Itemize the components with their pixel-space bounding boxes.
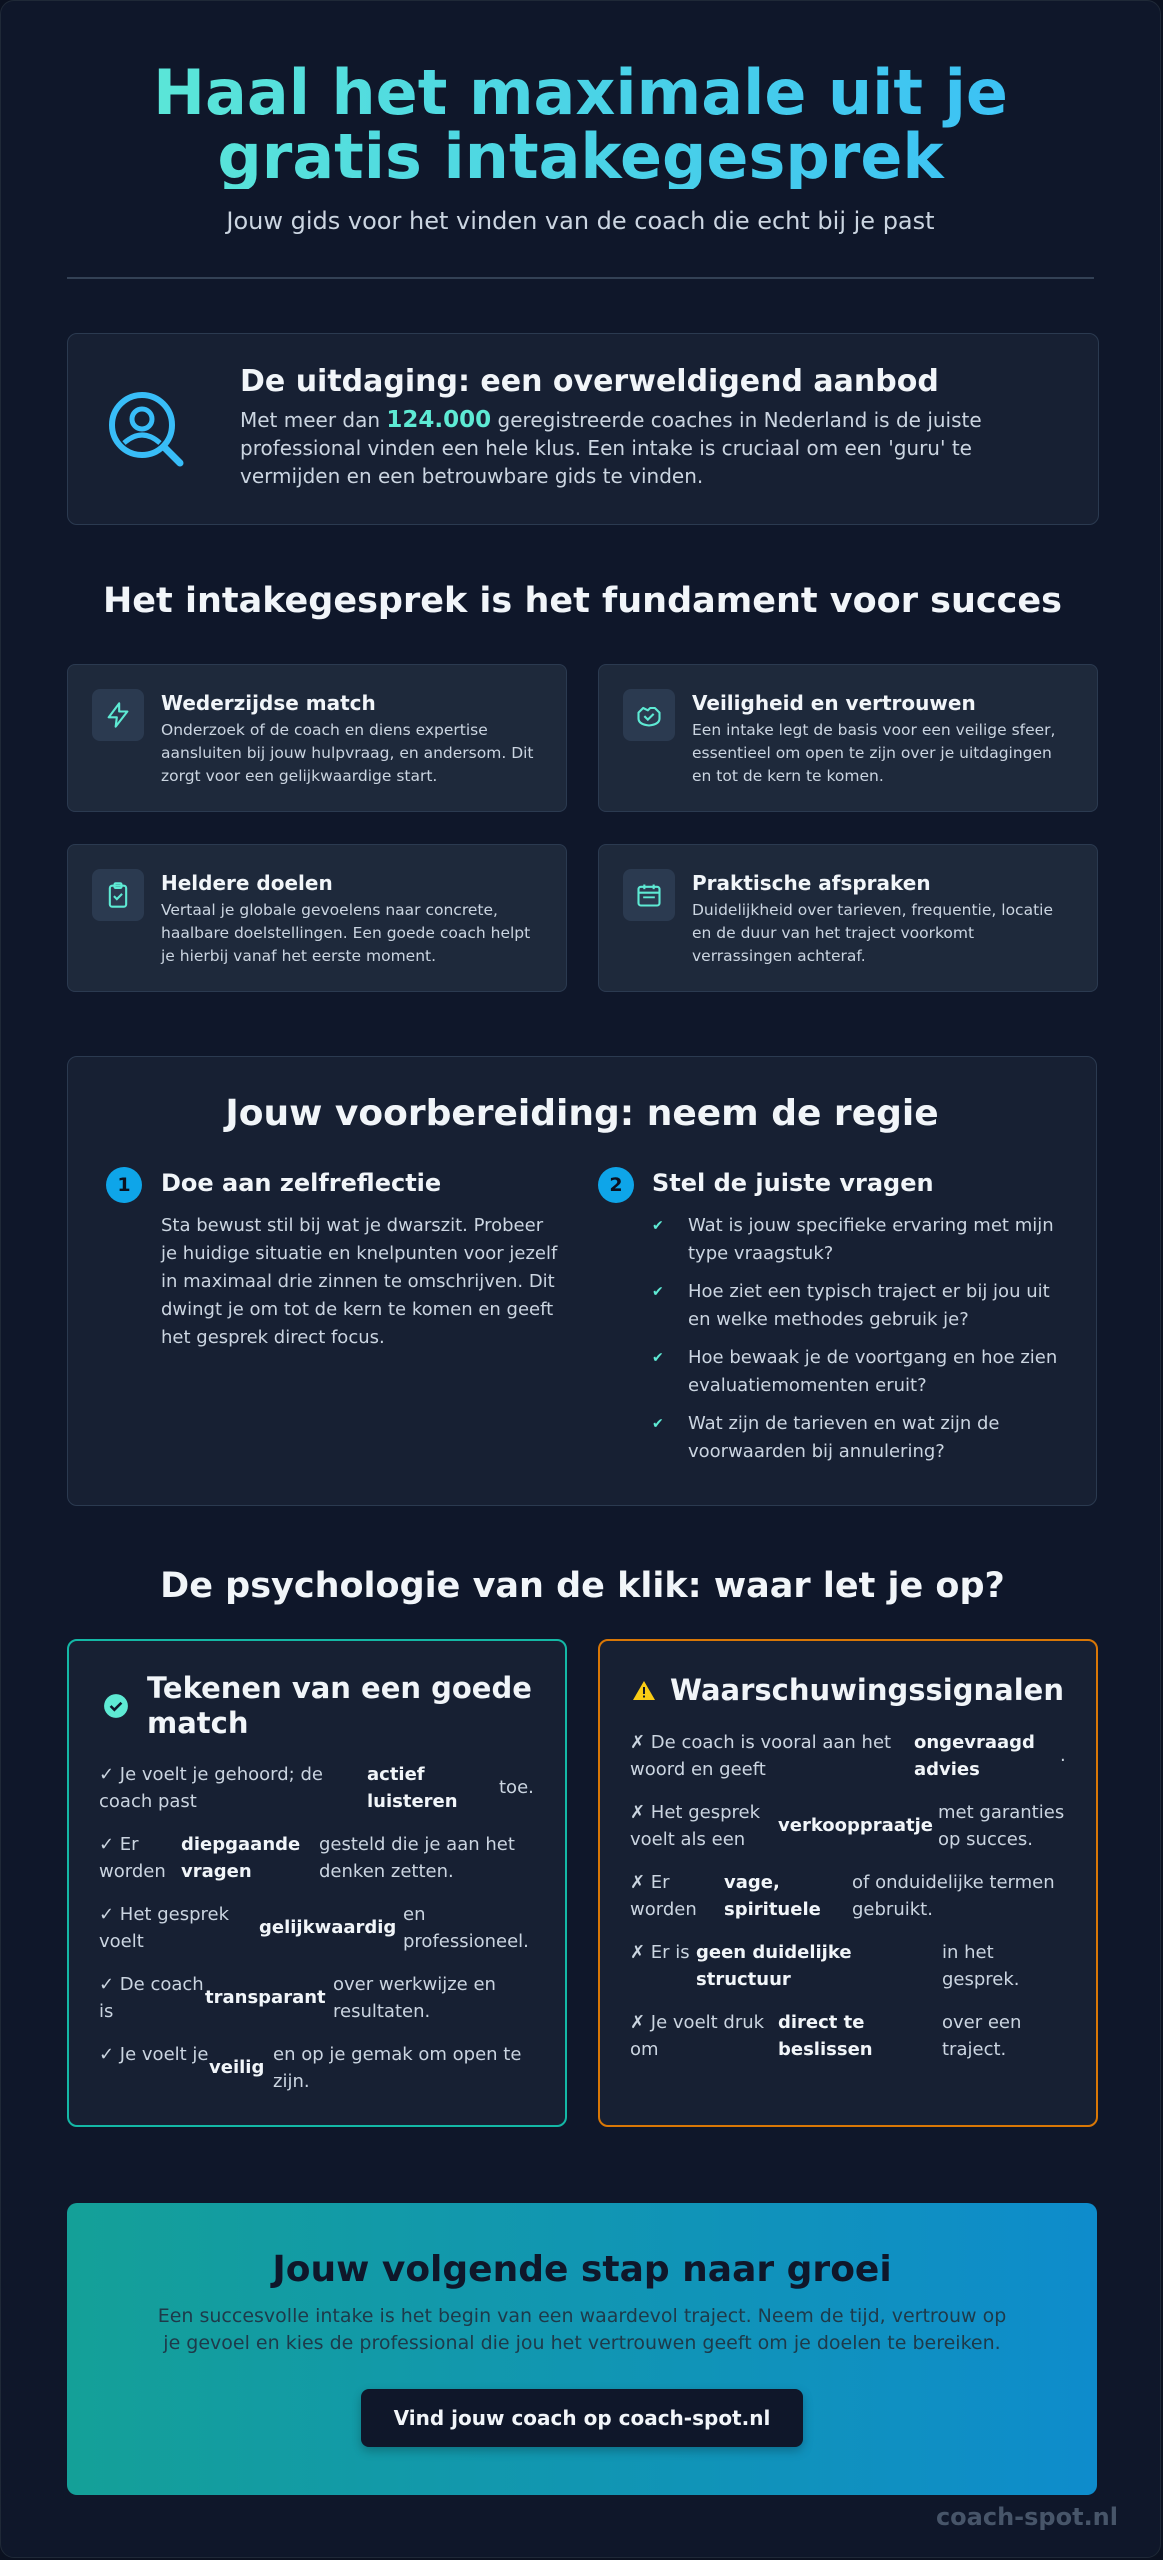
find-coach-button[interactable]: Vind jouw coach op coach-spot.nl xyxy=(361,2389,803,2447)
warning-signs-card xyxy=(598,1639,1098,2127)
challenge-title: De uitdaging: een overweldigend aanbod xyxy=(240,364,939,399)
check-circle-icon xyxy=(103,1693,129,1719)
question-text: Wat is jouw specifieke ervaring met mijn type vraagstuk? xyxy=(688,1215,1054,1264)
good-sign-text: ✓ De coach is xyxy=(99,1974,204,2022)
page-subtitle: Jouw gids voor het vinden van de coach die echt bij je past xyxy=(226,207,935,235)
clipboard-check-icon xyxy=(104,881,132,909)
good-sign-text-end: en professioneel. xyxy=(403,1904,529,1952)
good-title-line2: match xyxy=(147,1706,249,1740)
feature-card-practical xyxy=(598,844,1098,992)
good-sign-text-end: over werkwijze en resultaten. xyxy=(333,1974,496,2022)
good-sign-item xyxy=(99,1831,539,1885)
feature-text: Vertaal je globale gevoelens naar concrete, haalbare doelstellingen. Een goede coach helpt je hierbij vanaf het eerste moment. xyxy=(161,901,531,965)
warning-text-end: of onduidelijke termen gebruikt. xyxy=(852,1872,1055,1920)
foundation-title: Het intakegesprek is het fundament voor succes xyxy=(103,581,1062,621)
search-person-icon xyxy=(106,389,186,469)
question-item xyxy=(652,1212,1072,1268)
cta-title: Jouw volgende stap naar groei xyxy=(272,2249,892,2290)
warning-item xyxy=(630,1729,1070,1783)
warning-icon xyxy=(632,1679,656,1703)
good-sign-emphasis: veilig xyxy=(209,2057,265,2078)
good-sign-text: ✓ Het gesprek voelt xyxy=(99,1904,229,1952)
feature-text: Onderzoek of de coach en diens expertise aansluiten bij jouw hulpvraag, en andersom. Dit zorgt voor een gelijkwaardige start. xyxy=(161,721,534,785)
page-title: Haal het maximale uit je gratis intakegesprek xyxy=(51,61,1111,189)
warning-text: ✗ De coach is vooral aan het woord en geeft xyxy=(630,1732,892,1780)
feature-title: Heldere doelen xyxy=(161,871,333,895)
good-sign-text: ✓ Je voelt je xyxy=(99,2044,209,2065)
good-sign-item xyxy=(99,1761,539,1815)
good-signs-card xyxy=(67,1639,567,2127)
good-title-line1: Tekenen van een goede xyxy=(147,1671,532,1705)
warning-emphasis: verkooppraatje xyxy=(778,1815,933,1836)
warning-item xyxy=(630,2009,1070,2063)
cta-banner xyxy=(67,2203,1097,2495)
challenge-text-after: geregistreerde coaches in Nederland is de juiste professional vinden een hele klus. Een intake is cruciaal om een 'guru' te vermijden en een betrouwbare gids te vinden. xyxy=(240,408,982,488)
good-sign-emphasis: transparant xyxy=(205,1987,326,2008)
good-sign-item xyxy=(99,1971,539,2025)
warning-emphasis: geen duidelijke structuur xyxy=(696,1942,852,1990)
warning-text-end: met garanties op succes. xyxy=(938,1802,1065,1850)
good-sign-emphasis: diepgaande vragen xyxy=(181,1834,301,1882)
challenge-text-before: Met meer dan xyxy=(240,408,387,432)
psychology-title: De psychologie van de klik: waar let je op? xyxy=(160,1566,1005,1606)
question-item xyxy=(652,1344,1072,1400)
feature-icon-box xyxy=(623,869,675,921)
divider xyxy=(67,277,1094,279)
question-text: Hoe ziet een typisch traject er bij jou uit en welke methodes gebruik je? xyxy=(688,1281,1050,1330)
step-number-2: 2 xyxy=(598,1167,634,1203)
good-sign-text-end: toe. xyxy=(499,1777,534,1798)
good-sign-emphasis: gelijkwaardig xyxy=(259,1917,397,1938)
cta-text: Een succesvolle intake is het begin van een waardevol traject. Neem de tijd, vertrouw op je gevoel en kies de professional die jou het vertrouwen geeft om je doelen te bereiken. xyxy=(157,2305,1007,2354)
check-icon: ✔ xyxy=(652,1350,664,1366)
step-text-1: Sta bewust stil bij wat je dwarszit. Probeer je huidige situatie en knelpunten voor jezelf in maximaal drie zinnen te omschrijven. Dit dwingt je om tot de kern te komen en geeft het gesprek direct focus. xyxy=(161,1215,558,1348)
warning-text: ✗ Er is xyxy=(630,1942,690,1963)
warning-item xyxy=(630,1869,1070,1923)
question-item xyxy=(652,1278,1072,1334)
handshake-icon xyxy=(635,701,663,729)
feature-card-match xyxy=(67,664,567,812)
challenge-card xyxy=(67,333,1099,525)
warning-text: ✗ Je voelt druk om xyxy=(630,2012,765,2060)
feature-text: Een intake legt de basis voor een veilige sfeer, essentieel om open te zijn over je uitdagingen en tot de kern te komen. xyxy=(692,721,1056,785)
feature-text: Duidelijkheid over tarieven, frequentie, locatie en de duur van het traject voorkomt verrassingen achteraf. xyxy=(692,901,1053,965)
footer-brand: coach-spot.nl xyxy=(935,2503,1118,2531)
calendar-icon xyxy=(635,881,663,909)
check-icon: ✔ xyxy=(652,1416,664,1432)
preparation-card xyxy=(67,1056,1097,1506)
lightning-icon xyxy=(104,701,132,729)
challenge-text xyxy=(240,406,1070,490)
feature-title: Wederzijdse match xyxy=(161,691,376,715)
warning-text-end: over een traject. xyxy=(942,2012,1022,2060)
feature-icon-box xyxy=(92,869,144,921)
question-list xyxy=(652,1212,1072,1476)
warning-signs-title: Waarschuwingssignalen xyxy=(670,1673,1064,1707)
feature-icon-box xyxy=(623,689,675,741)
step-title-2: Stel de juiste vragen xyxy=(652,1169,934,1197)
warning-text-end: . xyxy=(1060,1745,1066,1766)
preparation-title: Jouw voorbereiding: neem de regie xyxy=(225,1093,939,1134)
good-sign-text: ✓ Je voelt je gehoord; de coach past xyxy=(99,1764,323,1812)
warning-text-end: in het gesprek. xyxy=(942,1942,1020,1990)
check-icon: ✔ xyxy=(652,1284,664,1300)
question-item xyxy=(652,1410,1072,1466)
warning-emphasis: ongevraagd advies xyxy=(914,1732,1035,1780)
feature-icon-box xyxy=(92,689,144,741)
good-sign-text: ✓ Er worden xyxy=(99,1834,166,1882)
feature-card-trust xyxy=(598,664,1098,812)
feature-card-goals xyxy=(67,844,567,992)
warning-item xyxy=(630,1799,1070,1853)
good-sign-item xyxy=(99,2041,539,2095)
good-sign-emphasis: actief luisteren xyxy=(367,1764,458,1812)
good-signs-title xyxy=(147,1671,532,1741)
question-text: Wat zijn de tarieven en wat zijn de voorwaarden bij annulering? xyxy=(688,1413,1000,1462)
warning-emphasis: direct te beslissen xyxy=(778,2012,873,2060)
warning-text: ✗ Het gesprek voelt als een xyxy=(630,1802,760,1850)
good-sign-text-end: en op je gemak om open te zijn. xyxy=(273,2044,522,2092)
warning-emphasis: vage, spirituele xyxy=(724,1872,821,1920)
challenge-highlight: 124.000 xyxy=(386,407,492,433)
feature-title: Praktische afspraken xyxy=(692,871,931,895)
feature-title: Veiligheid en vertrouwen xyxy=(692,691,976,715)
good-sign-item xyxy=(99,1901,539,1955)
warning-text: ✗ Er worden xyxy=(630,1872,697,1920)
step-title-1: Doe aan zelfreflectie xyxy=(161,1169,442,1197)
check-icon: ✔ xyxy=(652,1218,664,1234)
question-text: Hoe bewaak je de voortgang en hoe zien evaluatiemomenten eruit? xyxy=(688,1347,1058,1396)
good-sign-text-end: gesteld die je aan het denken zetten. xyxy=(319,1834,515,1882)
step-number-1: 1 xyxy=(106,1167,142,1203)
header xyxy=(1,1,1160,279)
warning-item xyxy=(630,1939,1070,1993)
